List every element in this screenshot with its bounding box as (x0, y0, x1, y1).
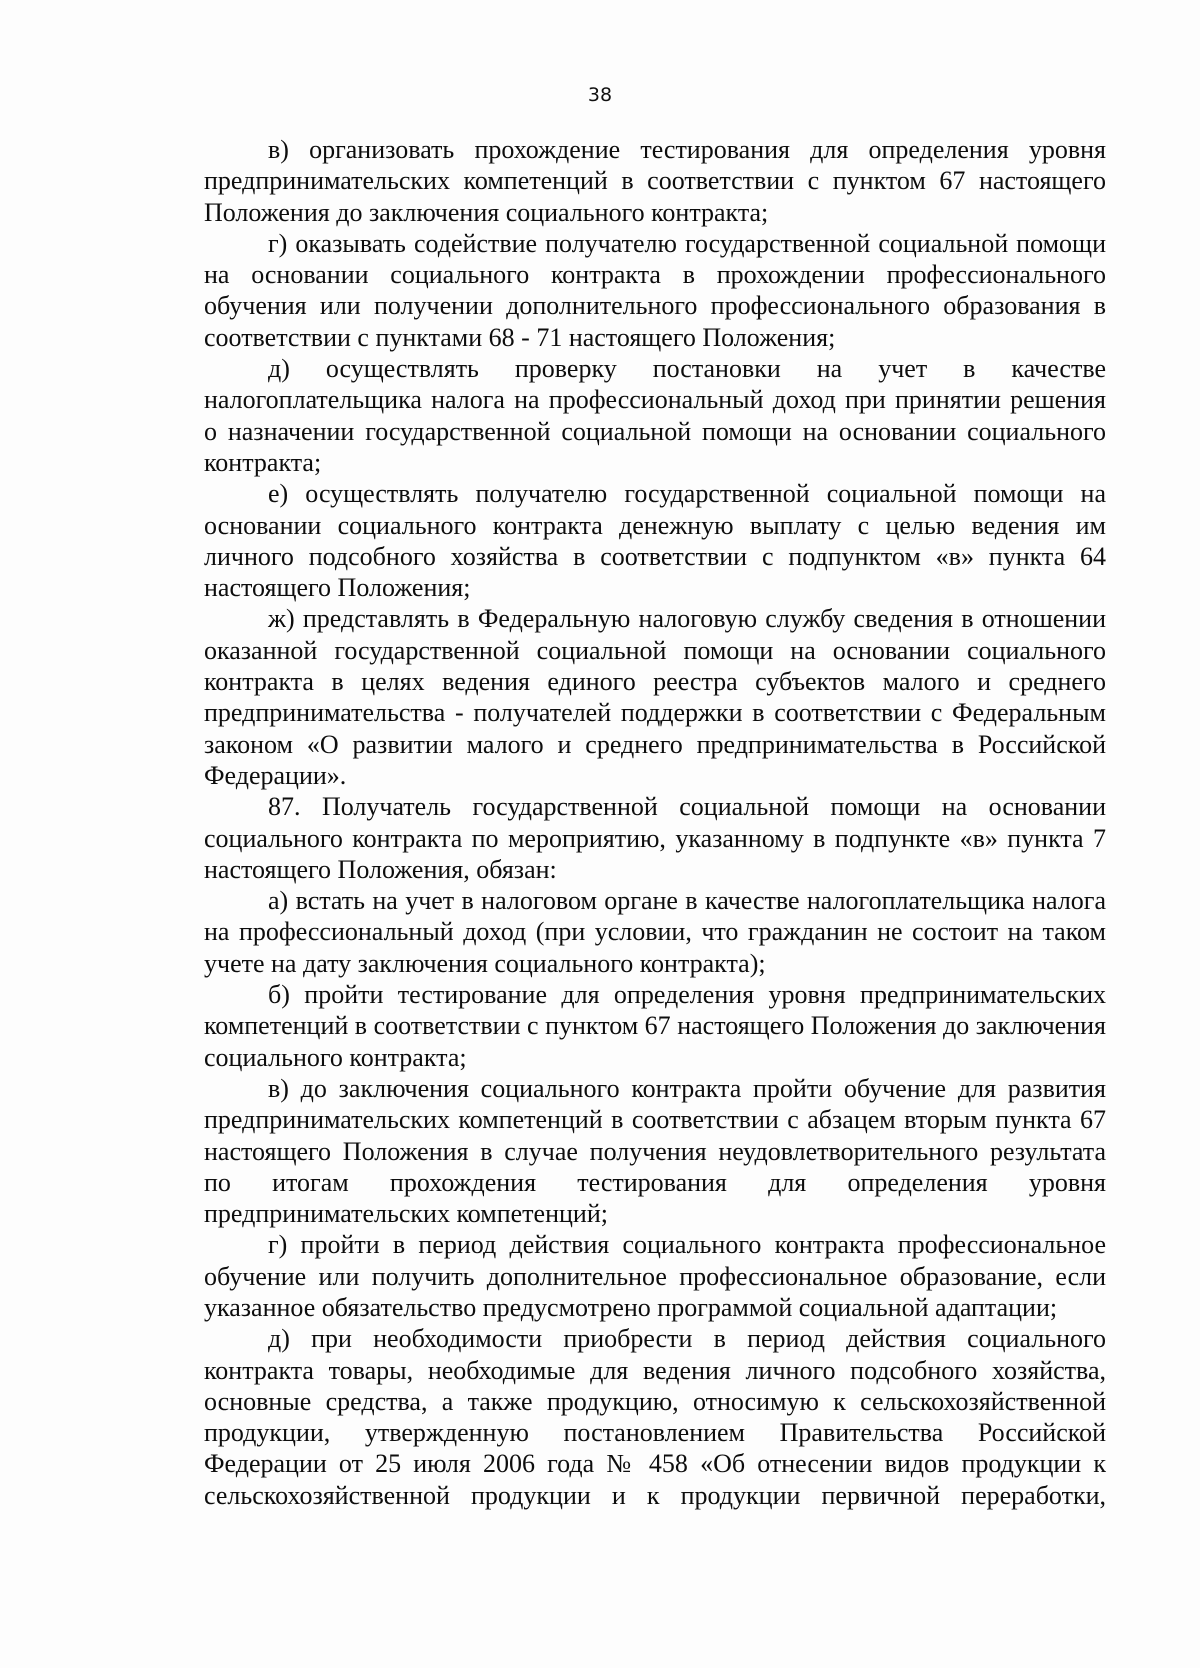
paragraph-d-purchases: д) при необходимости приобрести в период действия социального контракта товары, необходимые для ведения личного подсобного хозяйства, основные средства, а также продукцию, относимую к сельскохозяйственной продукции, утвержденную постановлением Правительства Российской Федерации от 25 июля 2006 года № 458 «Об отнесении видов продукции к сельскохозяйственной продукции и к продукции первичной переработки, (204, 1324, 1106, 1510)
document-body (204, 134, 1106, 1511)
paragraph-e-payment: е) осуществлять получателю государственной социальной помощи на основании социального контракта денежную выплату с целью ведения им личного подсобного хозяйства в соответствии с подпунктом «в» пункта 64 настоящего Положения; (204, 479, 1106, 603)
paragraph-g-assistance: г) оказывать содействие получателю государственной социальной помощи на основании социального контракта в прохождении профессионального обучения или получении дополнительного профессионального образования в соответствии с пунктами 68 - 71 настоящего Положения; (204, 228, 1106, 352)
paragraph-zh-tax-service: ж) представлять в Федеральную налоговую службу сведения в отношении оказанной государственной социальной помощи на основании социального контракта в целях ведения единого реестра субъектов малого и среднего предпринимательства - получателей поддержки в соответствии с Федеральным законом «О развитии малого и среднего предпринимательства в Российской Федерации». (204, 604, 1106, 790)
paragraph-b-testing: б) пройти тестирование для определения уровня предпринимательских компетенций в соответствии с пунктом 67 настоящего Положения до заключения социального контракта; (204, 980, 1106, 1072)
paragraph-a-tax-registration: а) встать на учет в налоговом органе в качестве налогоплательщика налога на профессиональный доход (при условии, что гражданин не состоит на таком учете на дату заключения социального контракта); (204, 886, 1106, 978)
paragraph-87-obligations: 87. Получатель государственной социальной помощи на основании социального контракта по мероприятию, указанному в подпункте «в» пункта 7 настоящего Положения, обязан: (204, 792, 1106, 884)
paragraph-g-education: г) пройти в период действия социального контракта профессиональное обучение или получить дополнительное профессиональное образование, если указанное обязательство предусмотрено программой социальной адаптации; (204, 1230, 1106, 1322)
paragraph-d-tax-check: д) осуществлять проверку постановки на учет в качестве налогоплательщика налога на профессиональный доход при принятии решения о назначении государственной социальной помощи на основании социального контракта; (204, 354, 1106, 477)
paragraph-v-training: в) до заключения социального контракта пройти обучение для развития предпринимательских компетенций в соответствии с абзацем вторым пункта 67 настоящего Положения в случае получения неудовлетворительного результата по итогам прохождения тестирования для определения уровня предпринимательских компетенций; (204, 1073, 1106, 1229)
page-number: 38 (587, 84, 613, 106)
paragraph-v-testing: в) организовать прохождение тестирования для определения уровня предпринимательских компетенций в соответствии с пунктом 67 настоящего Положения до заключения социального контракта; (204, 135, 1106, 227)
